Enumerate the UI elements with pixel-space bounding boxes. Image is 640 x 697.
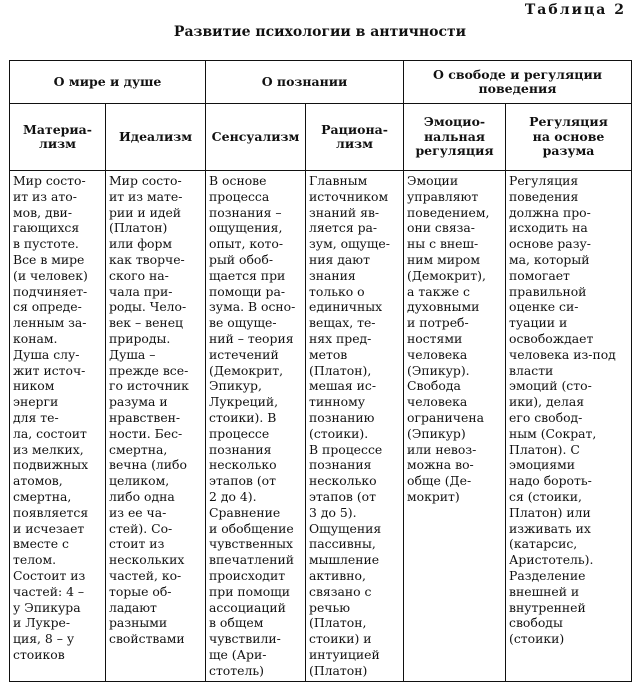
psychology-table bbox=[9, 60, 632, 682]
group-header-world-soul: О мире и душе bbox=[10, 61, 206, 104]
column-header-sensualism: Сенсуализм bbox=[206, 104, 306, 171]
table-title: Развитие психологии в античности bbox=[173, 24, 467, 40]
group-header-cognition: О познании bbox=[206, 61, 404, 104]
column-header-materialism: Материа- лизм bbox=[10, 104, 106, 171]
column-header-row bbox=[10, 104, 632, 171]
column-header-emotional-regulation: Эмоцио- нальная регуляция bbox=[404, 104, 506, 171]
group-header-row bbox=[10, 61, 632, 104]
column-header-reason-regulation: Регуляция на основе разума bbox=[506, 104, 632, 171]
column-header-idealism: Идеализм bbox=[106, 104, 206, 171]
cell-emotional-regulation: Эмоции управляют поведением, они связа- ны с внеш- ним миром (Демокрит), а также с духовными и потреб- ностями человека (Эпикур). Свобода человека ограничена (Эпикур) или невоз- можна во- обще (Де- мокрит) bbox=[404, 171, 506, 682]
column-header-rationalism: Рациона- лизм bbox=[306, 104, 404, 171]
cell-rationalism: Главным источником знаний яв- ляется ра- зум, ощуще- ния дают знания только о единичных вещах, те- нях пред- метов (Платон), мешая ис- тинному познанию (стоики). В процессе познания несколько этапов (от 3 до 5). Ощущения пассивны, мышление активно, связано с речью (Платон, стоики) и интуицией (Платон) bbox=[306, 171, 404, 682]
group-header-freedom: О свободе и регуляции поведения bbox=[404, 61, 632, 104]
cell-idealism: Мир состо- ит из мате- рии и идей (Платон) или форм как творче- ского на- чала при- роды. Чело- век – венец природы. Душа – прежде все- го источник разума и нравствен- ности. Бес- смертна, вечна (либо целиком, либо одна из ее ча- стей). Со- стоит из нескольких частей, ко- торые об- ладают разными свойствами bbox=[106, 171, 206, 682]
table-number: Таблица 2 bbox=[524, 2, 626, 18]
cell-reason-regulation: Регуляция поведения должна про- исходить на основе разу- ма, который помогает правильной оценке си- туации и освобождает человека из-под власти эмоций (сто- ики), делая его свобод- ным (Сократ, Платон). С эмоциями надо бороть- ся (стоики, Платон) или изживать их (катарсис, Аристотель). Разделение внешней и внутренней свободы (стоики) bbox=[506, 171, 632, 682]
table-row bbox=[10, 171, 632, 682]
cell-materialism: Мир состо- ит из ато- мов, дви- гающихся в пустоте. Все в мире (и человек) подчиняет- ся опреде- ленным за- конам. Душа слу- жит источ- ником энерги для те- ла, состоит из мелких, подвижных атомов, смертна, появляется и исчезает вместе с телом. Состоит из частей: 4 – у Эпикура и Лукре- ция, 8 – у стоиков bbox=[10, 171, 106, 682]
cell-sensualism: В основе процесса познания – ощущения, опыт, кото- рый обоб- щается при помощи ра- зума. В осно- ве ощуще- ний – теория истечений (Демокрит, Эпикур, Лукреций, стоики). В процессе познания несколько этапов (от 2 до 4). Сравнение и обобщение чувственных впечатлений происходит при помощи ассоциаций в общем чувствили- ще (Ари- стотель) bbox=[206, 171, 306, 682]
